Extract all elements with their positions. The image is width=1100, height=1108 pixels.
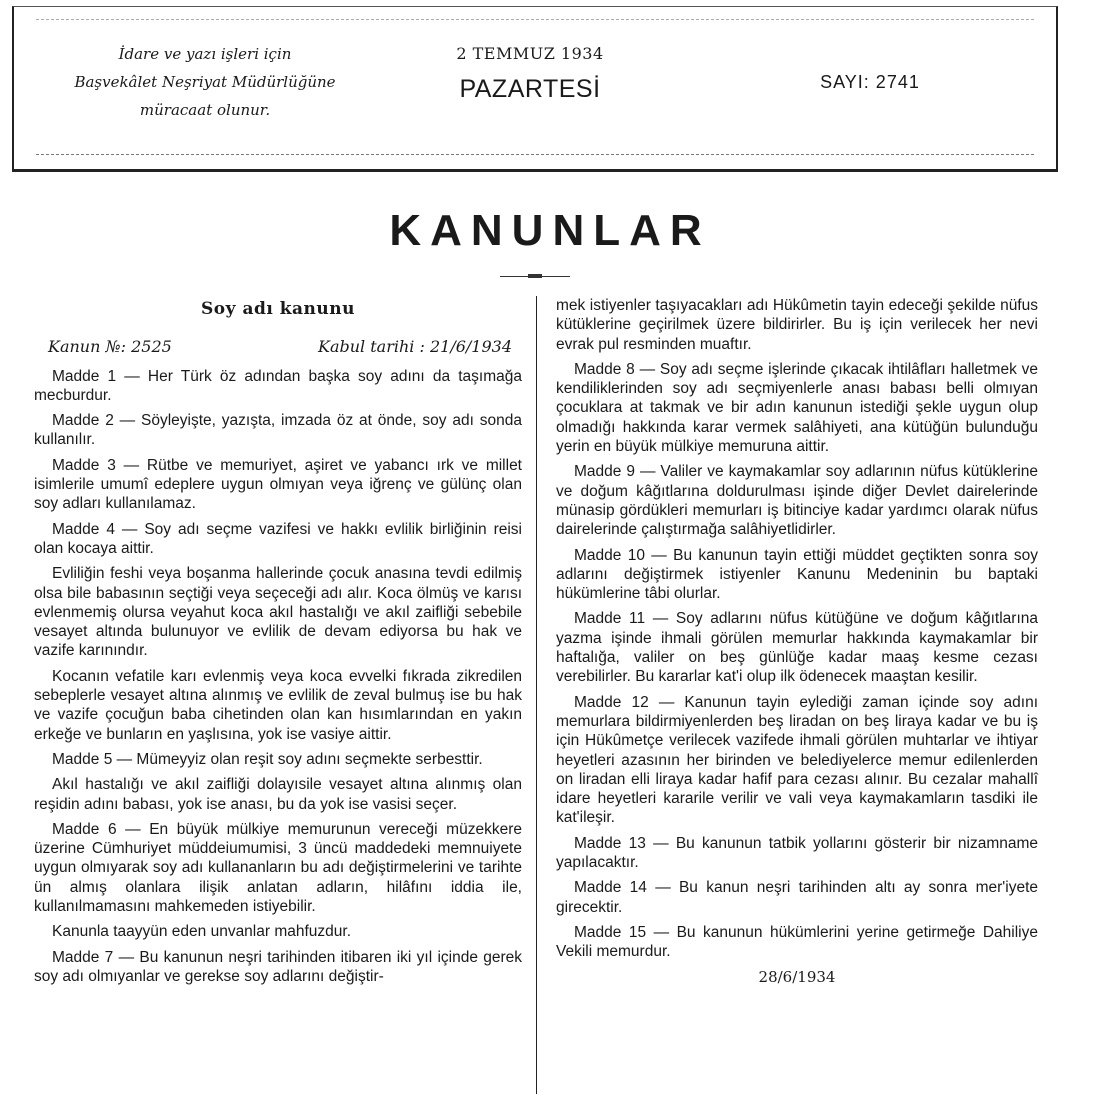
contact-line-3: müracaat olunur. xyxy=(139,101,271,119)
law-accepted-date: Kabul tarihi : 21/6/1934 xyxy=(318,337,512,357)
article-paragraph: Madde 3 — Rütbe ve memuriyet, aşiret ve yabancı ırk ve millet isimlerile umumî edeplere uygun olmıyan veya iğrenç ve gülünç olan soy adları kullanılamaz. xyxy=(34,456,522,513)
article-paragraph: Madde 4 — Soy adı seçme vazifesi ve hakkı evlilik birliğinin reisi olan kocaya aittir. xyxy=(34,520,522,557)
article-paragraph: Madde 14 — Bu kanun neşri tarihinden altı ay sonra mer'iyete girecektir. xyxy=(556,879,1038,916)
article-paragraph: Madde 1 — Her Türk öz adından başka soy adını da taşımağa mecburdur. xyxy=(34,367,522,404)
issue-date: 2 TEMMUZ 1934 xyxy=(456,44,604,63)
contact-line-2: Başvekâlet Neşriyat Müdürlüğüne xyxy=(74,73,336,91)
signature-date: 28/6/1934 xyxy=(758,967,836,986)
article-paragraph: mek istiyenler taşıyacakları adı Hükûmetin tayin edeceği şekilde nüfus kütüklerine geçirilmek üzere bildirirler. Bu iş için verilecek her nevi evrak pul resminden muaftır. xyxy=(556,297,1038,353)
law-heading: Soy adı kanunu xyxy=(201,299,355,319)
article-paragraph: Kanunla taayyün eden unvanlar mahfuzdur. xyxy=(52,923,352,941)
article-paragraph: Kocanın vefatile karı evlenmiş veya koca evvelki fıkrada zikredilen sebeplerle vesayet altına alınmış ve evlilik de zeval bulmuş ise bu hak ve vazife çocuğun baba cihetinden olan kan hısımlarından en yakın erkeğe ve bunların en yaşlısına, yok ise vasiye aittir. xyxy=(34,667,522,743)
issue-weekday: PAZARTESİ xyxy=(459,75,601,103)
column-divider xyxy=(536,296,537,1094)
article-paragraph: Evliliğin feshi veya boşanma hallerinde çocuk anasına tevdi edilmiş olsa bile babasının seçtiği veya seçeceği adı alır. Koca ölmüş ve karısı evlenmemiş olursa veyahut koca akıl hastalığı ve akıl zaifliği sebebile vesayet altında bulunuyor ve evlilik de devam ediyorsa bu hak ve vazife karınındır. xyxy=(34,565,522,660)
article-paragraph: Madde 11 — Soy adlarını nüfus kütüğüne ve doğum kâğıtlarına yazma işinde ihmali görülen memurlar hakkında kaymakamlar bir haftalığa, valiler on beş günlüğe kadar maaş kesme cezası verebilirler. Bu kararlar kat'i olup ilk ödenecek maaştan kesilir. xyxy=(556,610,1038,686)
contact-line-1: İdare ve yazı işleri için xyxy=(118,45,292,63)
article-paragraph: Madde 15 — Bu kanunun hükümlerini yerine getirmeğe Dahiliye Vekili memurdur. xyxy=(556,923,1038,961)
article-paragraph: Madde 12 — Kanunun tayin eylediği zaman içinde soy adını memurlara bildirmiyenlerden beş liradan on beş liraya kadar ve bu iş için Hükûmetçe verilecek vazifede ihmali görülen muhtarlar ve ihtiyar heyetleri azasının her birinden ve belediyelerce memur edilenlerden on liradan elli liraya kadar hafif para cezası alınır. Bu cezalar mahallî idare heyetleri kararile verilir ve vali veya kaymakamların tasdiki ile kat'ileşir. xyxy=(556,693,1038,827)
title-divider-ornament xyxy=(528,274,542,278)
article-paragraph: Madde 2 — Söyleyişte, yazışta, imzada öz at önde, soy adı sonda kullanılır. xyxy=(34,412,522,449)
page-title: KANUNLAR xyxy=(389,206,711,255)
article-paragraph: Madde 5 — Mümeyyiz olan reşit soy adını seçmekte serbesttir. xyxy=(52,750,483,768)
article-paragraph: Madde 9 — Valiler ve kaymakamlar soy adlarının nüfus kütüklerine ve doğum kâğıtlarına doldurulması işinde diğer Devlet dairelerinde münasip gördükleri memurları iş bitinciye kadar yardımcı olarak nüfus dairelerinde çalıştırmağa salâhiyetlidirler. xyxy=(556,463,1038,539)
article-paragraph: Madde 6 — En büyük mülkiye memurunun vereceği müzekkere üzerine Cümhuriyet müddeiumumisi, 3 üncü maddedeki memnuiyete uygun olmıyarak soy adı kullananların bu adı değiştirmelerini ve tarihte ün almış olanlara ilişik anlatan adların, hilâfını iddia ile, kullanılmamasını mahkemeden istiyebilir. xyxy=(34,820,522,916)
article-paragraph: Madde 13 — Bu kanunun tatbik yollarını gösterir bir nizamname yapılacaktır. xyxy=(556,834,1038,872)
article-paragraph: Akıl hastalığı ve akıl zaifliği dolayısile vesayet altına alınmış olan reşidin adını babası, yok ise anası, bu da yok ise vasisi seçer. xyxy=(34,776,522,813)
article-paragraph: Madde 10 — Bu kanunun tayin ettiği müddet geçtikten sonra soy adlarını değiştirmek istiyenler Kanunu Medeninin bu baptaki hükümlerine tâbi olurlar. xyxy=(556,546,1038,603)
article-paragraph: Madde 8 — Soy adı seçme işlerinde çıkacak ihtilâfları halletmek ve kendiliklerinden soy adı seçmiyenlerle anası babası belli olmıyan çocuklara at takmak ve bir adın kanunun istediği şekle uygun olup olmadığı hakkında karar vermek salâhiyeti, ana kütüğün bulunduğu yerin en büyük mülkiye memuruna aittir. xyxy=(556,360,1038,456)
issue-number: SAYI: 2741 xyxy=(820,72,920,92)
masthead-contact-info xyxy=(60,40,350,124)
law-meta-line xyxy=(48,337,512,356)
right-column xyxy=(556,296,1038,987)
article-paragraph: Madde 7 — Bu kanunun neşri tarihinden itibaren iki yıl içinde gerek soy adı olmıyanlar ve gerekse soy adlarını değiştir- xyxy=(34,948,522,985)
left-column xyxy=(34,296,522,992)
masthead-date-block xyxy=(420,44,640,104)
law-number: Kanun №: 2525 xyxy=(48,337,172,357)
